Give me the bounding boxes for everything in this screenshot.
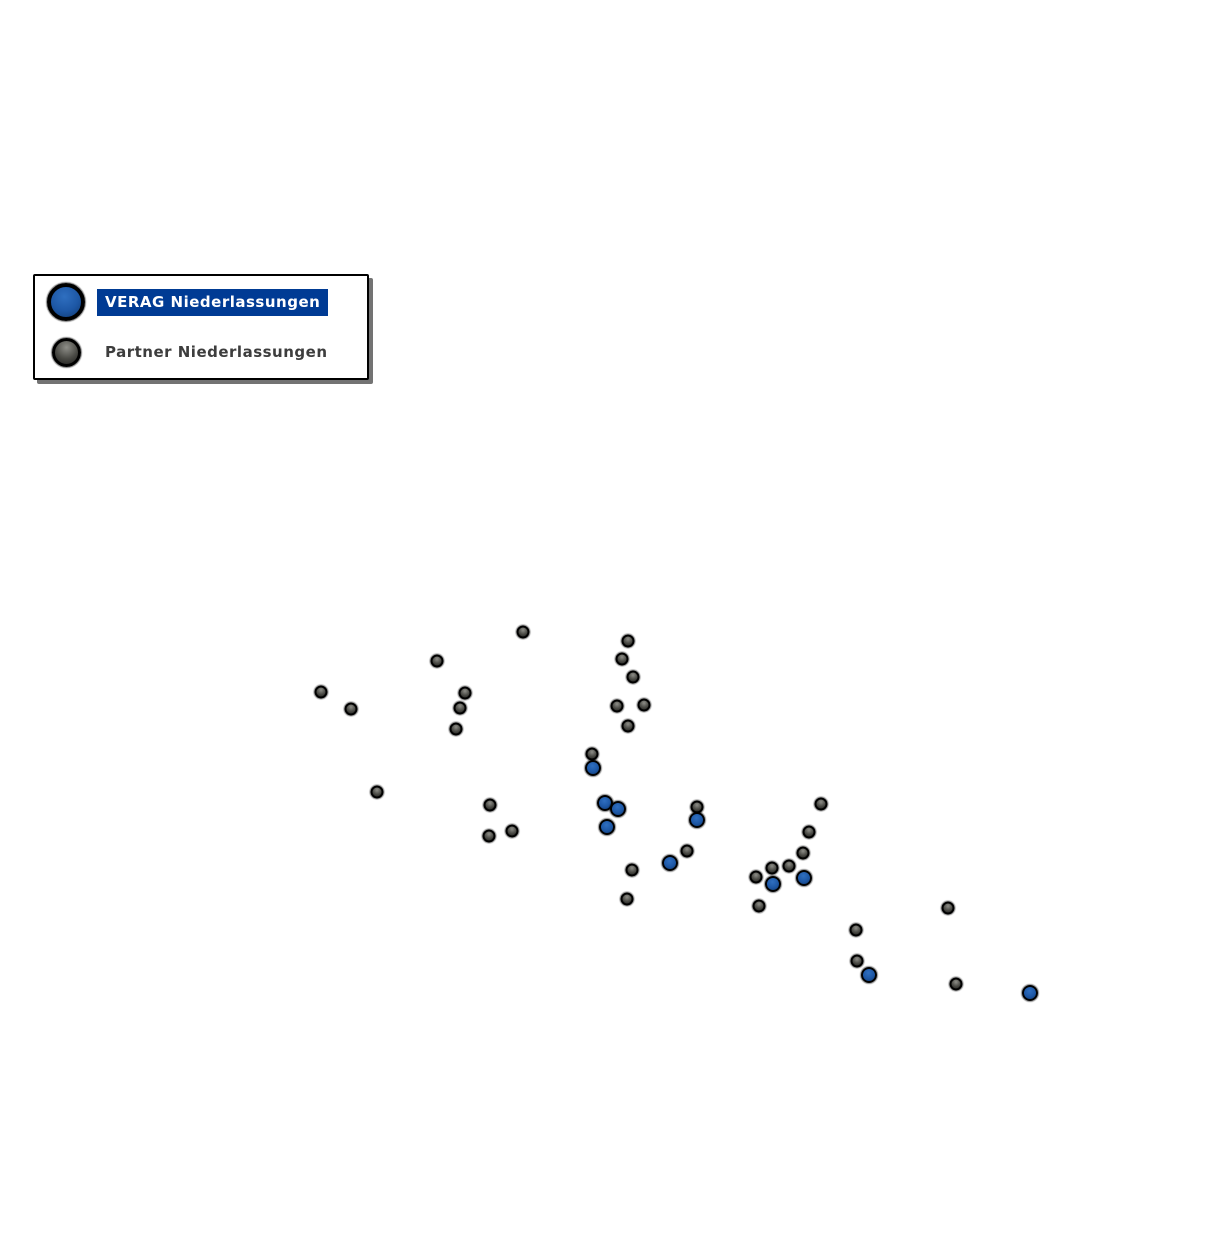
partner-marker[interactable] bbox=[783, 860, 796, 873]
partner-marker[interactable] bbox=[766, 862, 779, 875]
partner-marker[interactable] bbox=[942, 902, 955, 915]
partner-marker[interactable] bbox=[484, 799, 497, 812]
verag-marker[interactable] bbox=[599, 819, 615, 835]
partner-marker[interactable] bbox=[622, 635, 635, 648]
partner-marker[interactable] bbox=[815, 798, 828, 811]
partner-marker[interactable] bbox=[753, 900, 766, 913]
partner-marker[interactable] bbox=[506, 825, 519, 838]
legend-dot-col bbox=[35, 283, 97, 321]
partner-marker[interactable] bbox=[797, 847, 810, 860]
partner-marker[interactable] bbox=[850, 924, 863, 937]
partner-legend-label: Partner Niederlassungen bbox=[105, 343, 328, 361]
partner-marker[interactable] bbox=[517, 626, 530, 639]
partner-marker[interactable] bbox=[750, 871, 763, 884]
partner-marker[interactable] bbox=[454, 702, 467, 715]
partner-marker[interactable] bbox=[483, 830, 496, 843]
legend-row-partner bbox=[35, 330, 367, 374]
partner-marker[interactable] bbox=[950, 978, 963, 991]
partner-marker[interactable] bbox=[345, 703, 358, 716]
verag-marker-icon bbox=[47, 283, 85, 321]
partner-marker[interactable] bbox=[681, 845, 694, 858]
partner-marker-icon bbox=[52, 338, 81, 367]
verag-marker[interactable] bbox=[1022, 985, 1038, 1001]
verag-marker[interactable] bbox=[662, 855, 678, 871]
legend-row-verag bbox=[35, 280, 367, 324]
verag-marker[interactable] bbox=[610, 801, 626, 817]
partner-marker[interactable] bbox=[638, 699, 651, 712]
verag-marker[interactable] bbox=[765, 876, 781, 892]
partner-marker[interactable] bbox=[622, 720, 635, 733]
verag-marker[interactable] bbox=[585, 760, 601, 776]
verag-legend-label: VERAG Niederlassungen bbox=[97, 289, 328, 316]
verag-marker[interactable] bbox=[689, 812, 705, 828]
verag-marker[interactable] bbox=[796, 870, 812, 886]
legend-dot-col bbox=[35, 338, 97, 367]
partner-marker[interactable] bbox=[851, 955, 864, 968]
partner-marker[interactable] bbox=[586, 748, 599, 761]
verag-marker[interactable] bbox=[861, 967, 877, 983]
partner-marker[interactable] bbox=[431, 655, 444, 668]
partner-marker[interactable] bbox=[459, 687, 472, 700]
legend bbox=[33, 274, 369, 380]
partner-marker[interactable] bbox=[627, 671, 640, 684]
partner-marker[interactable] bbox=[371, 786, 384, 799]
partner-marker[interactable] bbox=[450, 723, 463, 736]
partner-marker[interactable] bbox=[803, 826, 816, 839]
partner-marker[interactable] bbox=[616, 653, 629, 666]
partner-marker[interactable] bbox=[315, 686, 328, 699]
partner-marker[interactable] bbox=[626, 864, 639, 877]
partner-marker[interactable] bbox=[611, 700, 624, 713]
partner-marker[interactable] bbox=[621, 893, 634, 906]
